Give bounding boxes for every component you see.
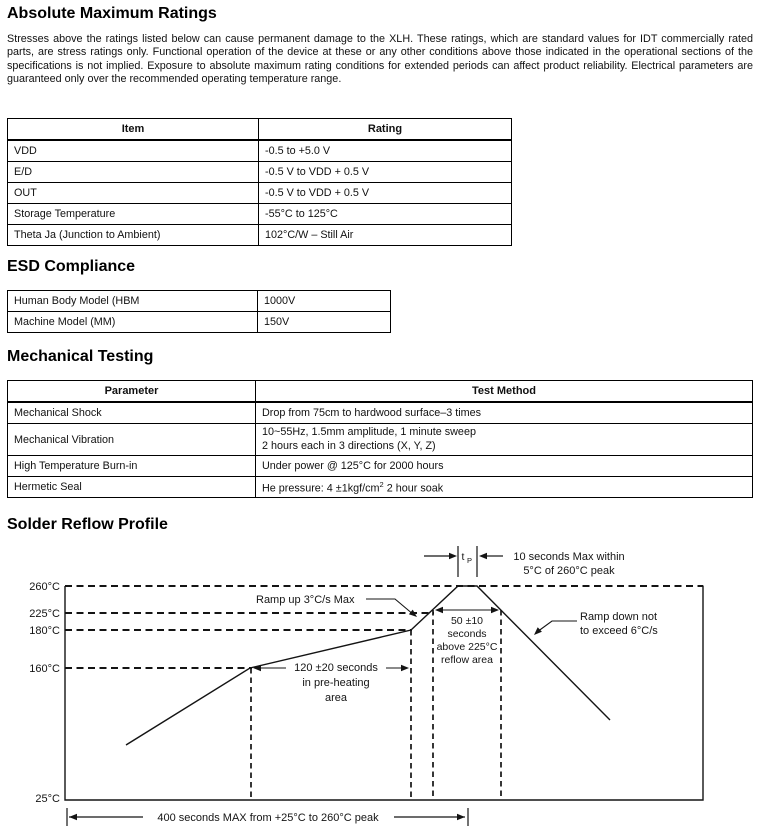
arrowhead-icon (534, 627, 542, 635)
table-row (8, 312, 391, 333)
superscript-2: 2 (379, 479, 384, 489)
item-cell: OUT (8, 183, 259, 204)
rating-cell: -0.5 V to VDD + 0.5 V (259, 162, 512, 183)
parameter-cell: Mechanical Vibration (8, 424, 256, 456)
table-row (8, 162, 512, 183)
right-arrowhead-icon (401, 665, 409, 671)
rating-cell: 102°C/W – Still Air (259, 225, 512, 246)
ramp-up-annotation: Ramp up 3°C/s Max (256, 594, 355, 606)
section-title-mechanical-testing: Mechanical Testing (7, 348, 154, 365)
y-tick-180c: 180°C (29, 625, 60, 637)
table-row (8, 140, 512, 162)
table-row (8, 456, 753, 477)
preheat-annotation-line2: in pre-heating (302, 677, 370, 689)
tp-subscript: P (467, 556, 473, 565)
table-header-row (8, 381, 753, 403)
rating-cell: -55°C to 125°C (259, 204, 512, 225)
section-title-esd-compliance: ESD Compliance (7, 258, 136, 275)
method-cell (256, 424, 753, 456)
y-tick-25c: 25°C (35, 793, 60, 805)
ramp-down-annotation-line1: Ramp down not (580, 611, 658, 623)
ramp-down-annotation-line2: to exceed 6°C/s (580, 625, 658, 637)
tp-label: t (461, 551, 465, 563)
method-text: He pressure: 4 ±1kgf/cm (262, 482, 380, 495)
item-cell: VDD (8, 140, 259, 162)
left-arrowhead-icon (69, 814, 77, 820)
y-axis-labels (29, 581, 60, 805)
parameter-cell: Mechanical Shock (8, 402, 256, 424)
table-row (8, 204, 512, 225)
peak-annotation-line1: 10 seconds Max within (513, 551, 625, 563)
method-text: 2 hour soak (383, 482, 444, 495)
solder-reflow-profile-chart (0, 540, 760, 836)
parameter-cell: Hermetic Seal (8, 477, 256, 498)
parameter-cell: High Temperature Burn-in (8, 456, 256, 477)
reflow-annotation-line2: seconds (447, 628, 487, 640)
column-header-parameter: Parameter (8, 381, 256, 403)
y-tick-225c: 225°C (29, 608, 60, 620)
rating-cell: -0.5 to +5.0 V (259, 140, 512, 162)
esd-model-cell: Machine Model (MM) (8, 312, 258, 333)
item-cell: Storage Temperature (8, 204, 259, 225)
table-row (8, 225, 512, 246)
column-header-test-method: Test Method (256, 381, 753, 403)
esd-model-cell: Human Body Model (HBM (8, 291, 258, 312)
ramp-down-pointer-line (537, 621, 577, 632)
y-tick-260c: 260°C (29, 581, 60, 593)
section-title-absolute-maximum-ratings: Absolute Maximum Ratings (7, 5, 217, 22)
absolute-maximum-ratings-table (7, 118, 512, 246)
reflow-annotation-line1: 50 ±10 (450, 615, 484, 627)
table-row (8, 424, 753, 456)
item-cell: E/D (8, 162, 259, 183)
method-line: 10~55Hz, 1.5mm amplitude, 1 minute sweep (262, 426, 476, 438)
table-row (8, 291, 391, 312)
esd-value-cell: 1000V (258, 291, 391, 312)
total-time-annotation: 400 seconds MAX from +25°C to 260°C peak (157, 812, 379, 824)
right-arrowhead-icon (457, 814, 465, 820)
section-title-solder-reflow-profile: Solder Reflow Profile (7, 516, 168, 533)
table-row (8, 477, 753, 498)
item-cell: Theta Ja (Junction to Ambient) (8, 225, 259, 246)
method-cell: Drop from 75cm to hardwood surface–3 times (256, 402, 753, 424)
mechanical-testing-table (7, 380, 753, 498)
left-arrowhead-icon (479, 553, 487, 559)
table-row (8, 183, 512, 204)
table-header-row (8, 119, 512, 141)
reflow-annotation-line4: reflow area (441, 654, 493, 666)
column-header-rating: Rating (259, 119, 512, 141)
method-cell (256, 477, 753, 498)
method-line: 2 hours each in 3 directions (X, Y, Z) (262, 439, 436, 452)
method-cell: Under power @ 125°C for 2000 hours (256, 456, 753, 477)
table-row (8, 402, 753, 424)
left-arrowhead-icon (435, 607, 443, 613)
esd-value-cell: 150V (258, 312, 391, 333)
right-arrowhead-icon (449, 553, 457, 559)
reflow-annotation-line3: above 225°C (436, 641, 498, 653)
preheat-annotation-line3: area (324, 692, 348, 704)
peak-annotation-line2: 5°C of 260°C peak (523, 565, 615, 577)
abs-max-intro-paragraph: Stresses above the ratings listed below can cause permanent damage to the XLH. These ratings, which are standard values for IDT commercially rated parts, are stress ratings only. Functional operation of the device at these or any other conditions above those indicated in the operational sections of the specifications is not implied. Exposure to absolute maximum rating conditions for extended periods can affect product reliability. Electrical parameters are guaranteed only over the recommended operating temperature range. (7, 33, 753, 86)
esd-compliance-table (7, 290, 391, 333)
preheat-annotation-line1: 120 ±20 seconds (294, 662, 378, 674)
y-tick-160c: 160°C (29, 663, 60, 675)
column-header-item: Item (8, 119, 259, 141)
rating-cell: -0.5 V to VDD + 0.5 V (259, 183, 512, 204)
